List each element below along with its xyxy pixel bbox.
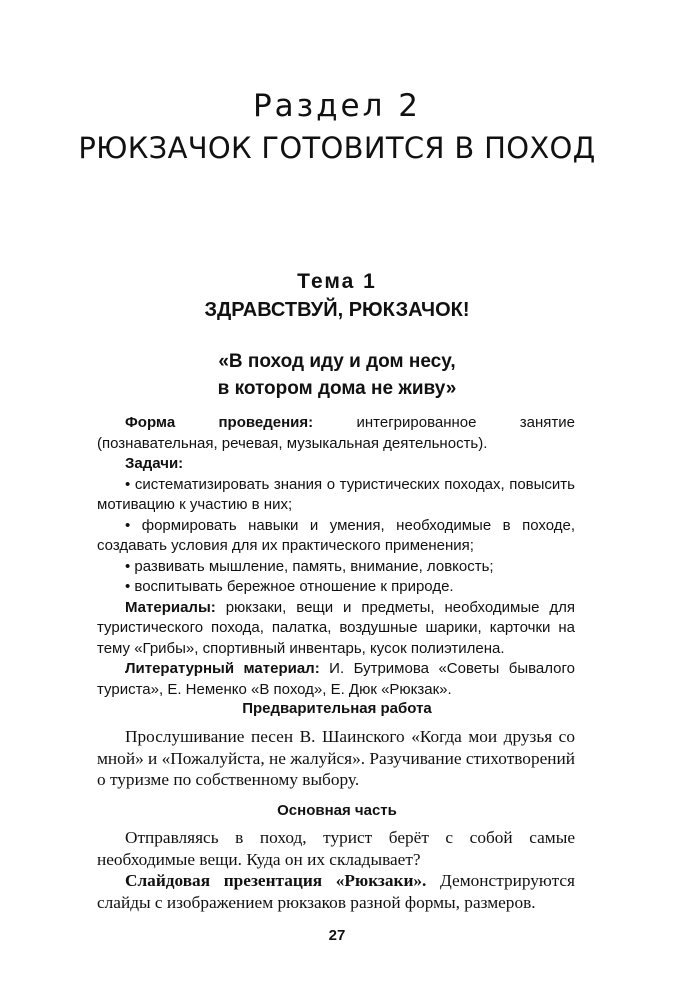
- tasks-paragraph: [97, 454, 575, 475]
- lesson-metadata: [97, 413, 575, 700]
- form-paragraph: [97, 413, 575, 454]
- slide-presentation-text: Демонстрируются слайды с изображением рюкзаков разной формы, размеров.: [97, 871, 575, 913]
- slide-presentation-label: Слайдовая презентация «Рюкзаки».: [125, 871, 427, 891]
- main-part-heading: Основная часть: [277, 802, 397, 819]
- section-label: Раздел 2: [252, 88, 422, 124]
- preparation-heading: Предварительная работа: [242, 700, 432, 717]
- epigraph-line-2: в котором дома не живу»: [217, 378, 457, 399]
- preparation-body: [97, 726, 575, 791]
- task-item: • систематизировать знания о туристических походах, повысить мотивацию к участию в них;: [97, 475, 575, 513]
- task-item: • формировать навыки и умения, необходимые в походе, создавать условия для их практического применения;: [97, 516, 575, 554]
- topic-label: Тема 1: [297, 270, 377, 293]
- literature-label: Литературный материал:: [125, 660, 320, 677]
- preparation-paragraph: Прослушивание песен В. Шаинского «Когда мои друзья со мной» и «Пожалуйста, не жалуйся». Разучивание стихотворений о туризме по собственному выбору.: [97, 727, 575, 790]
- topic-title: ЗДРАВСТВУЙ, РЮКЗАЧОК!: [204, 299, 470, 321]
- epigraph-line-1: «В поход иду и дом несу,: [218, 351, 456, 372]
- literature-paragraph: [97, 659, 575, 700]
- tasks-label: Задачи:: [125, 455, 184, 472]
- main-part-body: [97, 827, 575, 914]
- epigraph: [0, 348, 674, 402]
- materials-label: Материалы:: [125, 598, 216, 616]
- main-paragraph-1: Отправляясь в поход, турист берёт с собой самые необходимые вещи. Куда он их складывает?: [97, 828, 575, 869]
- section-title: РЮКЗАЧОК ГОТОВИТСЯ В ПОХОД: [78, 131, 596, 165]
- materials-paragraph: [97, 598, 575, 660]
- task-item: • развивать мышление, память, внимание, ловкость;: [125, 557, 494, 575]
- task-item: • воспитывать бережное отношение к природе.: [125, 578, 454, 595]
- page-number: 27: [328, 927, 346, 944]
- main-paragraph-2: [97, 870, 575, 913]
- literature-text: И. Бутримова «Советы бывалого туриста», Е. Неменко «В поход», Е. Дюк «Рюкзак».: [97, 660, 575, 698]
- form-label: Форма проведения:: [125, 414, 314, 431]
- materials-text: рюкзаки, вещи и предметы, необходимые для туристического похода, палатка, воздушные шарики, карточки на тему «Грибы», спортивный инвентарь, кусок полиэтилена.: [97, 598, 575, 657]
- form-text: интегрированное занятие (познавательная, речевая, музыкальная деятельность).: [97, 414, 576, 452]
